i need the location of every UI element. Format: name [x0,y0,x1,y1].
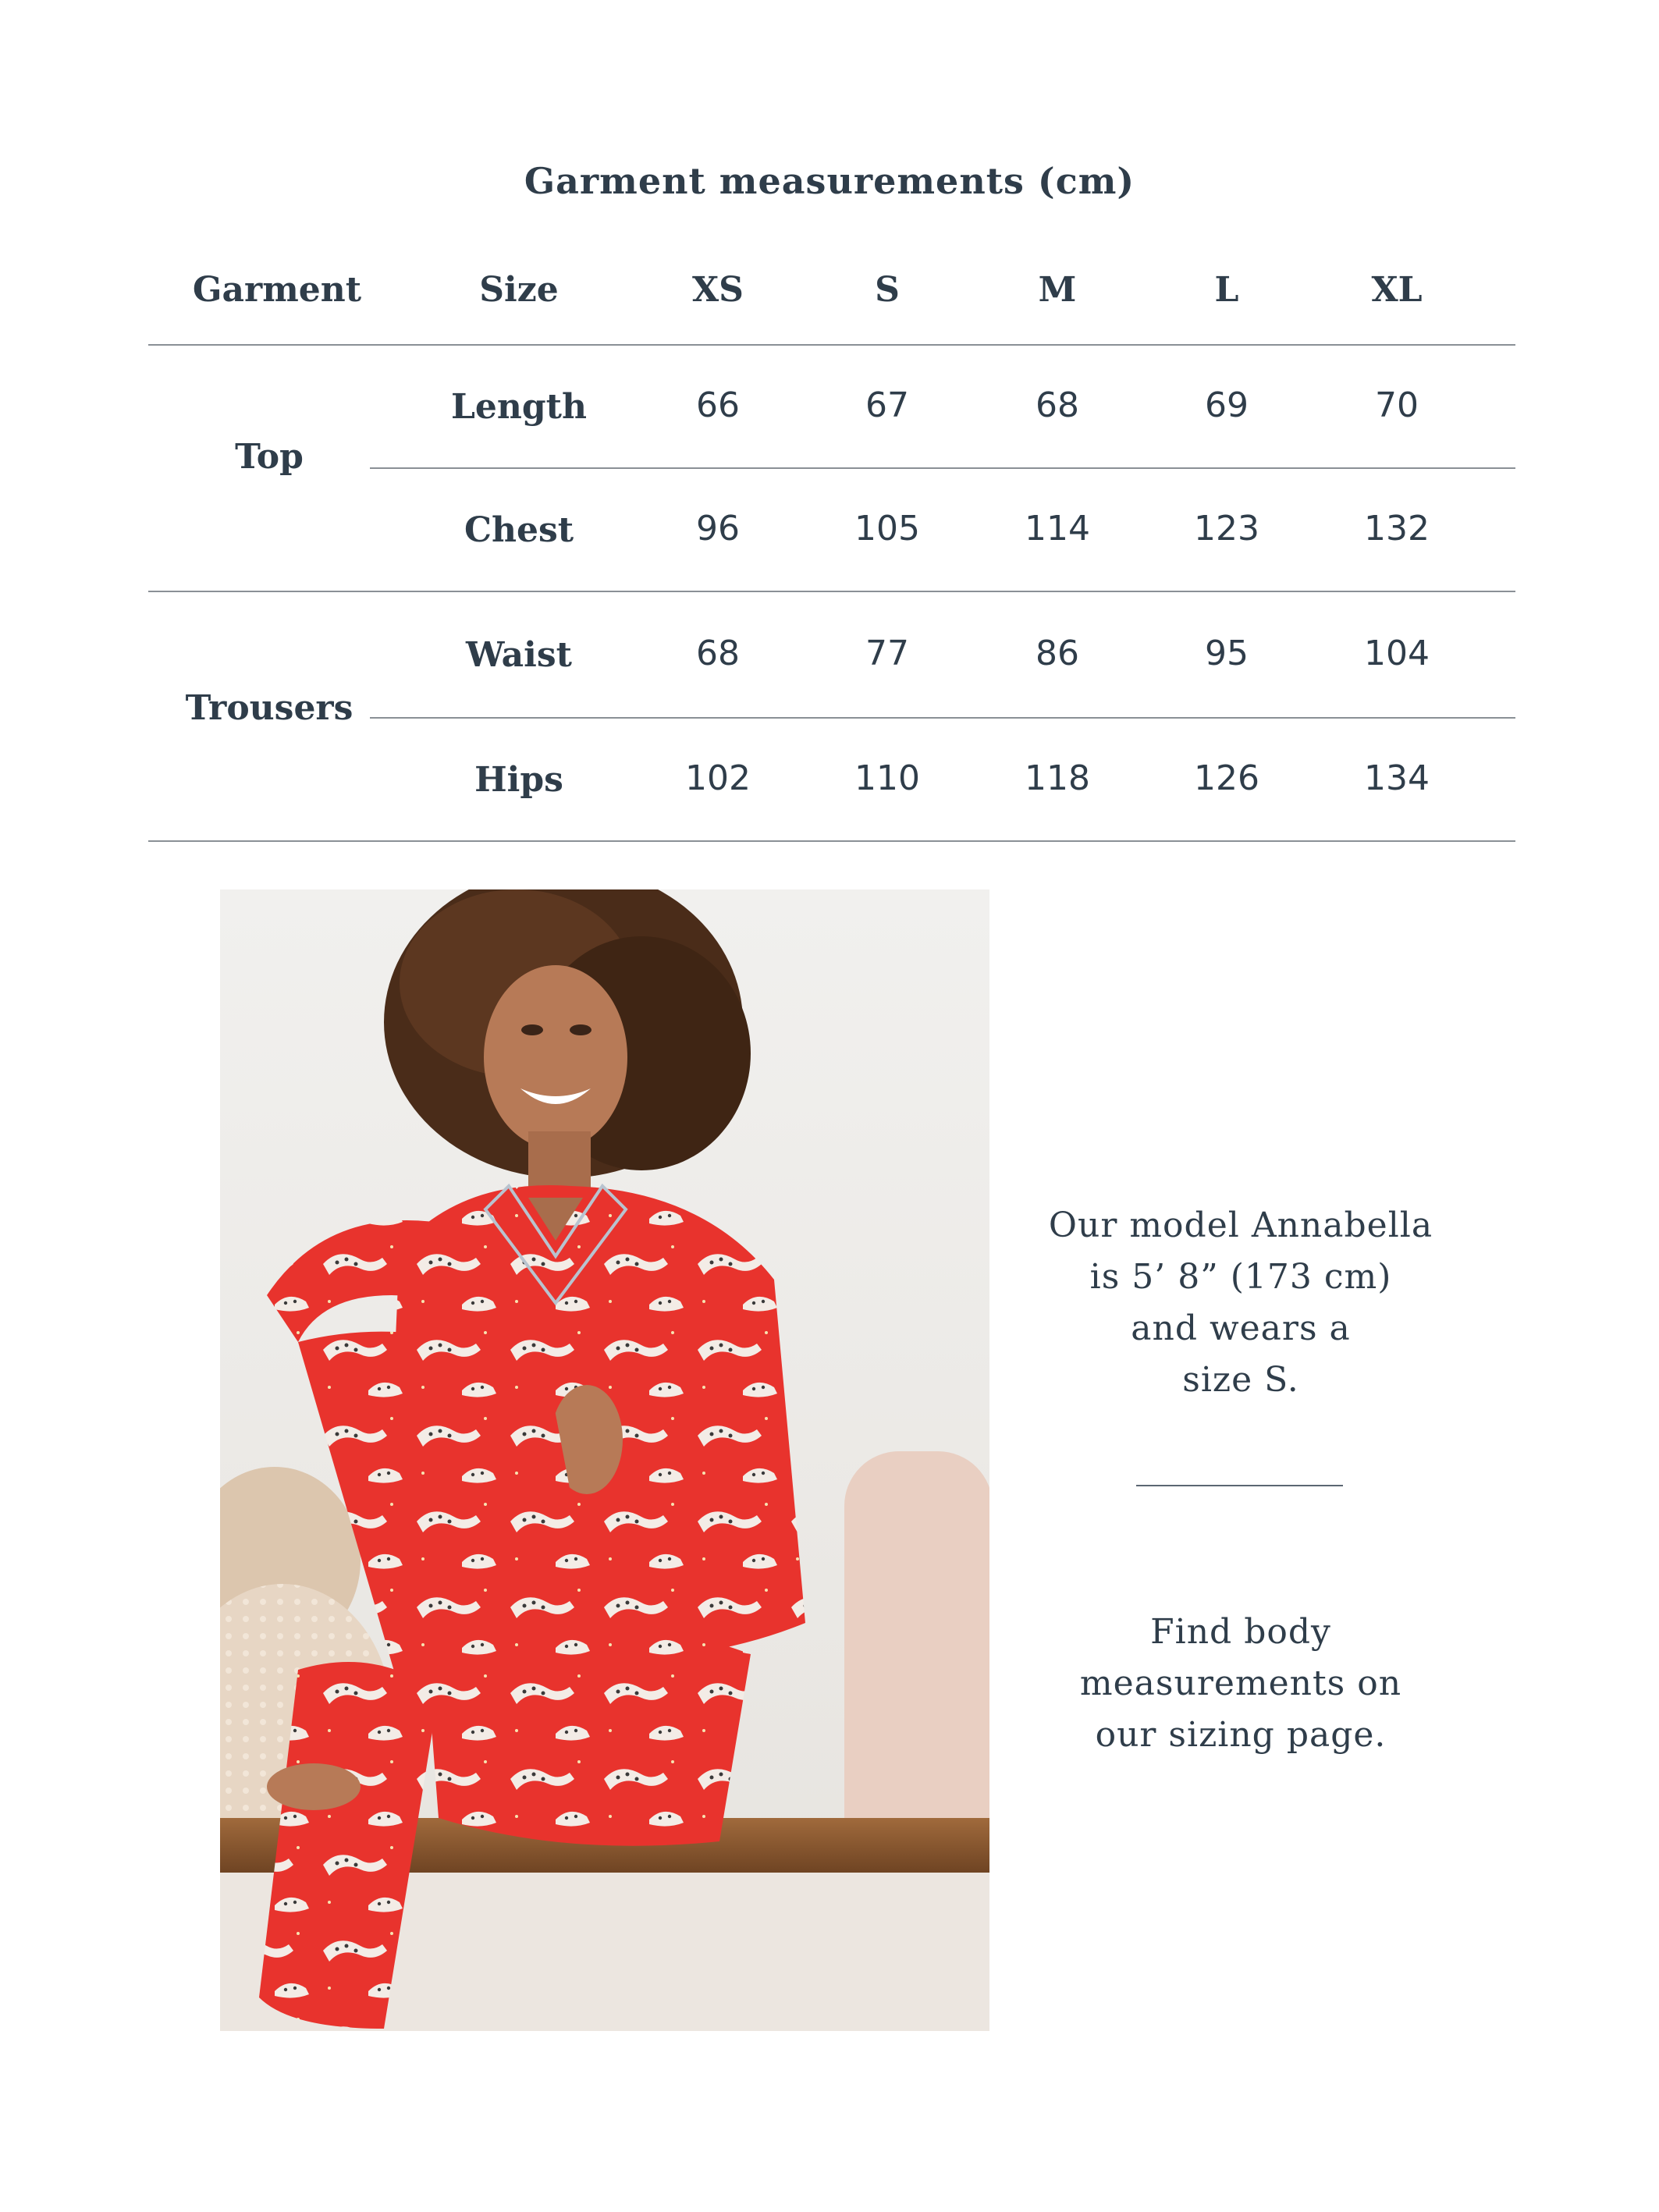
header-l: L [1214,270,1239,310]
hips-xs: 102 [685,758,751,798]
garment-trousers: Trousers [185,688,353,728]
sizing-note-line-3: our sizing page. [1095,1715,1387,1755]
measure-chest: Chest [464,510,574,550]
model-photo [220,889,989,2031]
waist-s: 77 [865,634,909,673]
group-divider [148,591,1515,592]
sizing-note-line-1: Find body [1150,1612,1331,1652]
page-title: Garment measurements (cm) [524,160,1135,202]
waist-xl: 104 [1364,634,1430,673]
header-size: Size [479,270,559,310]
length-m: 68 [1036,385,1079,425]
length-xl: 70 [1375,385,1419,425]
model-note [1014,1200,1467,1406]
header-garment: Garment [192,270,362,310]
measure-waist: Waist [466,635,572,675]
header-divider [148,344,1515,346]
chest-xs: 96 [696,509,740,549]
top-inner-divider [370,467,1515,469]
table-bottom-rule [148,840,1515,842]
length-xs: 66 [696,385,740,425]
model-note-line-4: size S. [1182,1360,1299,1400]
sizing-note[interactable] [1014,1607,1467,1761]
sizing-note-line-2: measurements on [1079,1663,1402,1703]
chest-xl: 132 [1364,509,1430,549]
chest-m: 114 [1025,509,1090,549]
waist-m: 86 [1036,634,1079,673]
waist-l: 95 [1205,634,1249,673]
chest-s: 105 [854,509,920,549]
hips-l: 126 [1194,758,1259,798]
garment-top: Top [235,437,304,477]
measure-length: Length [450,387,587,427]
model-note-line-3: and wears a [1131,1308,1351,1348]
waist-xs: 68 [696,634,740,673]
hips-s: 110 [854,758,920,798]
trousers-inner-divider [370,717,1515,719]
header-m: M [1038,270,1077,310]
model-note-line-2: is 5’ 8” (173 cm) [1089,1257,1392,1297]
hips-xl: 134 [1364,758,1430,798]
header-xs: XS [692,270,744,310]
hips-m: 118 [1025,758,1090,798]
measure-hips: Hips [474,760,563,800]
length-s: 67 [865,385,909,425]
chest-l: 123 [1194,509,1259,549]
model-note-line-1: Our model Annabella [1048,1205,1433,1245]
notes-divider [1136,1485,1343,1486]
length-l: 69 [1205,385,1249,425]
header-s: S [875,270,900,310]
header-xl: XL [1371,270,1423,310]
